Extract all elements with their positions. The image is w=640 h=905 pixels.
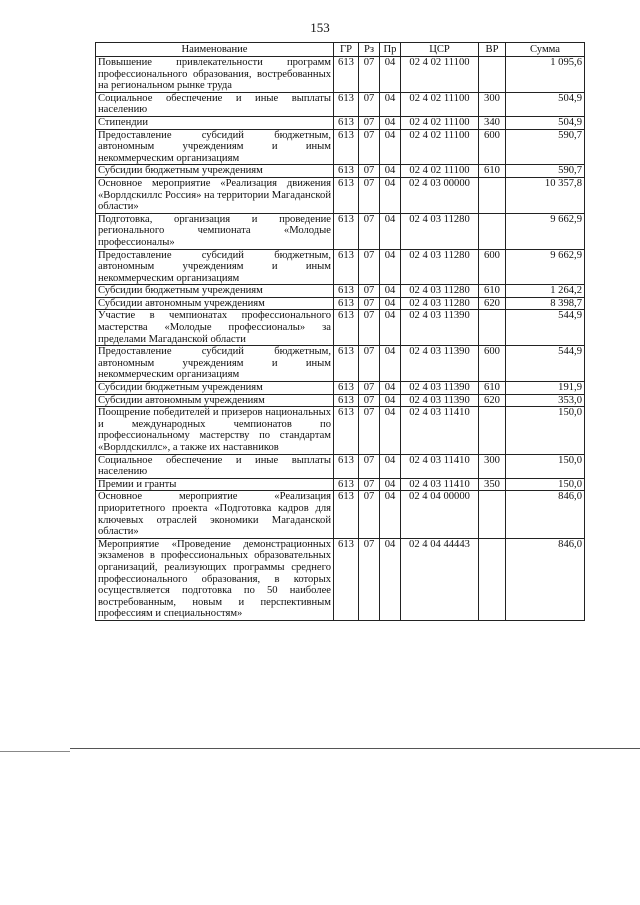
page-bottom-divider-left <box>0 751 70 752</box>
row-rz: 07 <box>359 394 380 407</box>
row-vr <box>479 491 506 538</box>
row-name: Социальное обеспечение и иные выплаты населению <box>96 92 334 116</box>
row-csr: 02 4 03 11410 <box>401 454 479 478</box>
row-gr: 613 <box>334 407 359 454</box>
row-sum: 544,9 <box>506 346 585 382</box>
row-sum: 1 095,6 <box>506 57 585 93</box>
column-header-gr: ГР <box>334 43 359 57</box>
row-rz: 07 <box>359 454 380 478</box>
row-pr: 04 <box>380 297 401 310</box>
row-vr <box>479 177 506 213</box>
table-row <box>96 116 585 129</box>
row-name: Предоставление субсидий бюджетным, автономным учреждениям и иным некоммерческим организациям <box>96 249 334 285</box>
row-name: Поощрение победителей и призеров национальных и международных чемпионатов по профессиональному мастерству по стандартам «Ворлдскиллс», а также их наставников <box>96 407 334 454</box>
table-row <box>96 165 585 178</box>
row-csr: 02 4 02 11100 <box>401 116 479 129</box>
row-csr: 02 4 03 11390 <box>401 394 479 407</box>
row-vr: 620 <box>479 394 506 407</box>
table-body <box>96 57 585 621</box>
table-row <box>96 346 585 382</box>
row-name: Субсидии бюджетным учреждениям <box>96 165 334 178</box>
row-sum: 10 357,8 <box>506 177 585 213</box>
row-gr: 613 <box>334 297 359 310</box>
row-pr: 04 <box>380 116 401 129</box>
row-vr: 350 <box>479 478 506 491</box>
row-rz: 07 <box>359 346 380 382</box>
row-rz: 07 <box>359 116 380 129</box>
row-csr: 02 4 02 11100 <box>401 92 479 116</box>
row-gr: 613 <box>334 310 359 346</box>
row-pr: 04 <box>380 213 401 249</box>
column-header-sum: Сумма <box>506 43 585 57</box>
row-vr: 300 <box>479 454 506 478</box>
row-sum: 150,0 <box>506 407 585 454</box>
row-pr: 04 <box>380 310 401 346</box>
row-csr: 02 4 03 11280 <box>401 213 479 249</box>
row-pr: 04 <box>380 165 401 178</box>
row-pr: 04 <box>380 129 401 165</box>
row-pr: 04 <box>380 285 401 298</box>
row-gr: 613 <box>334 538 359 620</box>
row-gr: 613 <box>334 382 359 395</box>
table-row <box>96 177 585 213</box>
row-gr: 613 <box>334 116 359 129</box>
row-sum: 150,0 <box>506 454 585 478</box>
table-row <box>96 249 585 285</box>
row-csr: 02 4 03 00000 <box>401 177 479 213</box>
row-pr: 04 <box>380 394 401 407</box>
row-sum: 150,0 <box>506 478 585 491</box>
row-pr: 04 <box>380 407 401 454</box>
row-rz: 07 <box>359 538 380 620</box>
row-rz: 07 <box>359 382 380 395</box>
row-vr: 610 <box>479 285 506 298</box>
row-pr: 04 <box>380 92 401 116</box>
row-name: Субсидии бюджетным учреждениям <box>96 285 334 298</box>
row-name: Стипендии <box>96 116 334 129</box>
row-csr: 02 4 04 00000 <box>401 491 479 538</box>
page-number: 153 <box>310 20 330 35</box>
row-sum: 504,9 <box>506 92 585 116</box>
row-name: Субсидии автономным учреждениям <box>96 297 334 310</box>
row-name: Мероприятие «Проведение демонстрационных экзаменов в профессиональных образовательных организаций, реализующих программы среднего профессионального образования, в которых осуществляется подготовка по 50 наиболее востребованным, новым и перспективным профессиям и специальностям» <box>96 538 334 620</box>
row-vr: 600 <box>479 249 506 285</box>
row-vr: 300 <box>479 92 506 116</box>
row-csr: 02 4 02 11100 <box>401 165 479 178</box>
row-csr: 02 4 03 11390 <box>401 346 479 382</box>
table-row <box>96 285 585 298</box>
table-row <box>96 310 585 346</box>
row-name: Премии и гранты <box>96 478 334 491</box>
row-gr: 613 <box>334 57 359 93</box>
column-header-vr: ВР <box>479 43 506 57</box>
page-bottom-divider <box>70 748 640 749</box>
row-rz: 07 <box>359 297 380 310</box>
row-name: Предоставление субсидий бюджетным, автономным учреждениям и иным некоммерческим организациям <box>96 346 334 382</box>
table-row <box>96 57 585 93</box>
row-csr: 02 4 03 11410 <box>401 407 479 454</box>
row-vr: 610 <box>479 165 506 178</box>
table-row <box>96 297 585 310</box>
row-csr: 02 4 03 11390 <box>401 310 479 346</box>
row-sum: 504,9 <box>506 116 585 129</box>
row-csr: 02 4 03 11280 <box>401 285 479 298</box>
table-row <box>96 407 585 454</box>
row-csr: 02 4 03 11280 <box>401 249 479 285</box>
row-sum: 8 398,7 <box>506 297 585 310</box>
row-csr: 02 4 03 11280 <box>401 297 479 310</box>
row-sum: 9 662,9 <box>506 249 585 285</box>
row-pr: 04 <box>380 478 401 491</box>
row-gr: 613 <box>334 491 359 538</box>
row-pr: 04 <box>380 249 401 285</box>
row-name: Основное мероприятие «Реализация приоритетного проекта «Подготовка кадров для ключевых отраслей экономики Магаданской области» <box>96 491 334 538</box>
row-sum: 353,0 <box>506 394 585 407</box>
row-gr: 613 <box>334 92 359 116</box>
table-row <box>96 491 585 538</box>
row-rz: 07 <box>359 285 380 298</box>
column-header-name: Наименование <box>96 43 334 57</box>
row-rz: 07 <box>359 177 380 213</box>
row-name: Предоставление субсидий бюджетным, автономным учреждениям и иным некоммерческим организациям <box>96 129 334 165</box>
row-rz: 07 <box>359 92 380 116</box>
table-header-row <box>96 43 585 57</box>
row-rz: 07 <box>359 57 380 93</box>
row-name: Субсидии бюджетным учреждениям <box>96 382 334 395</box>
row-sum: 191,9 <box>506 382 585 395</box>
row-name: Социальное обеспечение и иные выплаты населению <box>96 454 334 478</box>
row-csr: 02 4 04 44443 <box>401 538 479 620</box>
row-gr: 613 <box>334 285 359 298</box>
row-rz: 07 <box>359 407 380 454</box>
table-row <box>96 382 585 395</box>
row-vr: 340 <box>479 116 506 129</box>
row-vr <box>479 310 506 346</box>
row-sum: 846,0 <box>506 491 585 538</box>
row-name: Основное мероприятие «Реализация движения «Ворлдскиллс Россия» на территории Магаданской области» <box>96 177 334 213</box>
table-row <box>96 213 585 249</box>
row-gr: 613 <box>334 394 359 407</box>
row-rz: 07 <box>359 213 380 249</box>
row-gr: 613 <box>334 129 359 165</box>
row-vr: 600 <box>479 346 506 382</box>
row-rz: 07 <box>359 491 380 538</box>
row-name: Субсидии автономным учреждениям <box>96 394 334 407</box>
row-pr: 04 <box>380 538 401 620</box>
row-pr: 04 <box>380 491 401 538</box>
row-sum: 590,7 <box>506 165 585 178</box>
table-row <box>96 394 585 407</box>
table-row <box>96 538 585 620</box>
row-pr: 04 <box>380 382 401 395</box>
row-vr: 610 <box>479 382 506 395</box>
column-header-rz: Рз <box>359 43 380 57</box>
row-pr: 04 <box>380 177 401 213</box>
table-row <box>96 478 585 491</box>
row-sum: 846,0 <box>506 538 585 620</box>
row-pr: 04 <box>380 454 401 478</box>
row-vr <box>479 538 506 620</box>
row-vr: 600 <box>479 129 506 165</box>
row-pr: 04 <box>380 346 401 382</box>
row-gr: 613 <box>334 454 359 478</box>
row-csr: 02 4 03 11410 <box>401 478 479 491</box>
row-csr: 02 4 03 11390 <box>401 382 479 395</box>
column-header-pr: Пр <box>380 43 401 57</box>
row-gr: 613 <box>334 478 359 491</box>
row-rz: 07 <box>359 249 380 285</box>
row-rz: 07 <box>359 310 380 346</box>
row-csr: 02 4 02 11100 <box>401 57 479 93</box>
table-row <box>96 454 585 478</box>
row-sum: 9 662,9 <box>506 213 585 249</box>
budget-table <box>95 42 585 621</box>
row-vr <box>479 407 506 454</box>
table-row <box>96 92 585 116</box>
row-vr: 620 <box>479 297 506 310</box>
row-vr <box>479 57 506 93</box>
row-rz: 07 <box>359 165 380 178</box>
row-csr: 02 4 02 11100 <box>401 129 479 165</box>
row-gr: 613 <box>334 249 359 285</box>
row-rz: 07 <box>359 129 380 165</box>
row-pr: 04 <box>380 57 401 93</box>
row-sum: 590,7 <box>506 129 585 165</box>
row-name: Подготовка, организация и проведение регионального чемпионата «Молодые профессионалы» <box>96 213 334 249</box>
row-name: Участие в чемпионатах профессионального мастерства «Молодые профессионалы» за пределами Магаданской области <box>96 310 334 346</box>
row-sum: 1 264,2 <box>506 285 585 298</box>
row-rz: 07 <box>359 478 380 491</box>
table-row <box>96 129 585 165</box>
row-vr <box>479 213 506 249</box>
row-gr: 613 <box>334 177 359 213</box>
row-gr: 613 <box>334 213 359 249</box>
row-gr: 613 <box>334 165 359 178</box>
row-sum: 544,9 <box>506 310 585 346</box>
row-gr: 613 <box>334 346 359 382</box>
row-name: Повышение привлекательности программ профессионального образования, востребованных на региональном рынке труда <box>96 57 334 93</box>
column-header-csr: ЦСР <box>401 43 479 57</box>
